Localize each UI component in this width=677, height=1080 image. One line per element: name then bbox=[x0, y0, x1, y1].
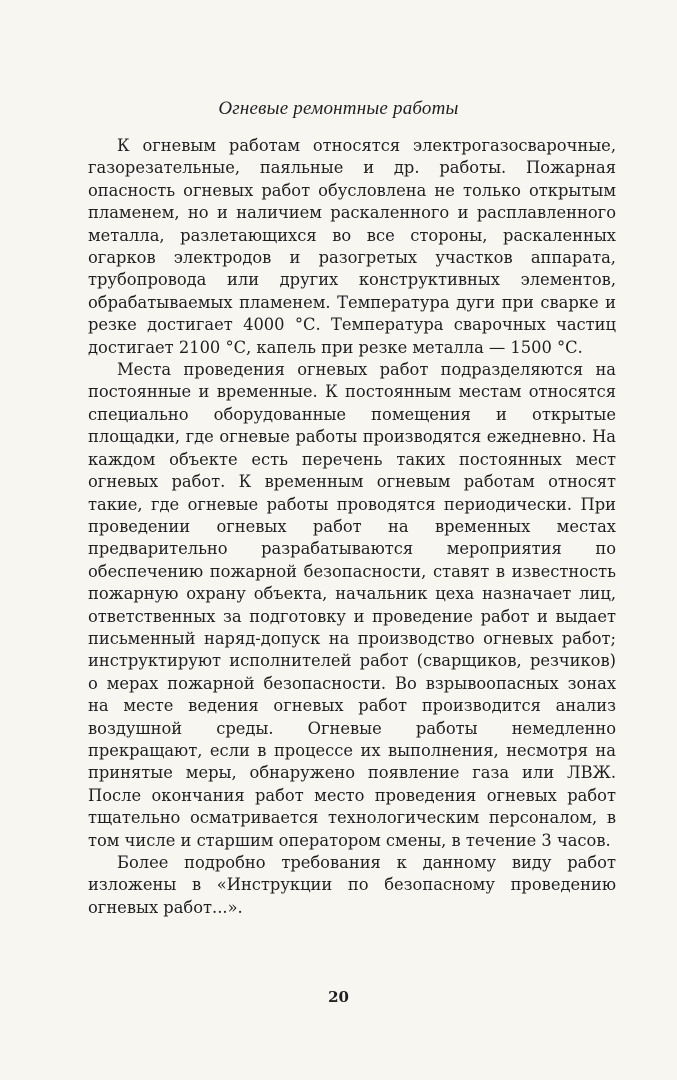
paragraph-fire-works-definition: К огневым работам относятся электрогазосварочные, газорезательные, паяльные и др. работы. Пожарная опасность огневых работ обусловлена не только открытым пламенем, но и наличием раскаленного и расплавленного металла, разлетающихся во все стороны, раскаленных огарков электродов и разогретых участков аппарата, трубопровода или других конструктивных элементов, обрабатываемых пламенем. Температура дуги при сварке и резке достигает 4000 °С. Температура сварочных частиц достигает 2100 °С, капель при резке металла — 1500 °С. bbox=[88, 136, 616, 357]
paragraph-instructions-reference: Более подробно требования к данному виду работ изложены в «Инструкции по безопасному проведению огневых работ...». bbox=[88, 853, 616, 917]
page-number: 20 bbox=[328, 988, 349, 1006]
section-title: Огневые ремонтные работы bbox=[218, 98, 459, 119]
page-body bbox=[88, 135, 616, 919]
paragraph-work-locations: Места проведения огневых работ подразделяются на постоянные и временные. К постоянным местам относятся специально оборудованные помещения и открытые площадки, где огневые работы производятся ежедневно. На каждом объекте есть перечень таких постоянных мест огневых работ. К временным огневым работам относят такие, где огневые работы проводятся периодически. При проведении огневых работ на временных местах предварительно разрабатываются мероприятия по обеспечению пожарной безопасности, ставят в известность пожарную охрану объекта, начальник цеха назначает лиц, ответственных за подготовку и проведение работ и выдает письменный наряд-допуск на производство огневых работ; инструктируют исполнителей работ (сварщиков, резчиков) о мерах пожарной безопасности. Во взрывоопасных зонах на месте ведения огневых работ производится анализ воздушной среды. Огневые работы немедленно прекращают, если в процессе их выполнения, несмотря на принятые меры, обнаружено появление газа или ЛВЖ. После окончания работ место проведения огневых работ тщательно осматривается технологическим персоналом, в том числе и старшим оператором смены, в течение 3 часов. bbox=[88, 360, 616, 850]
